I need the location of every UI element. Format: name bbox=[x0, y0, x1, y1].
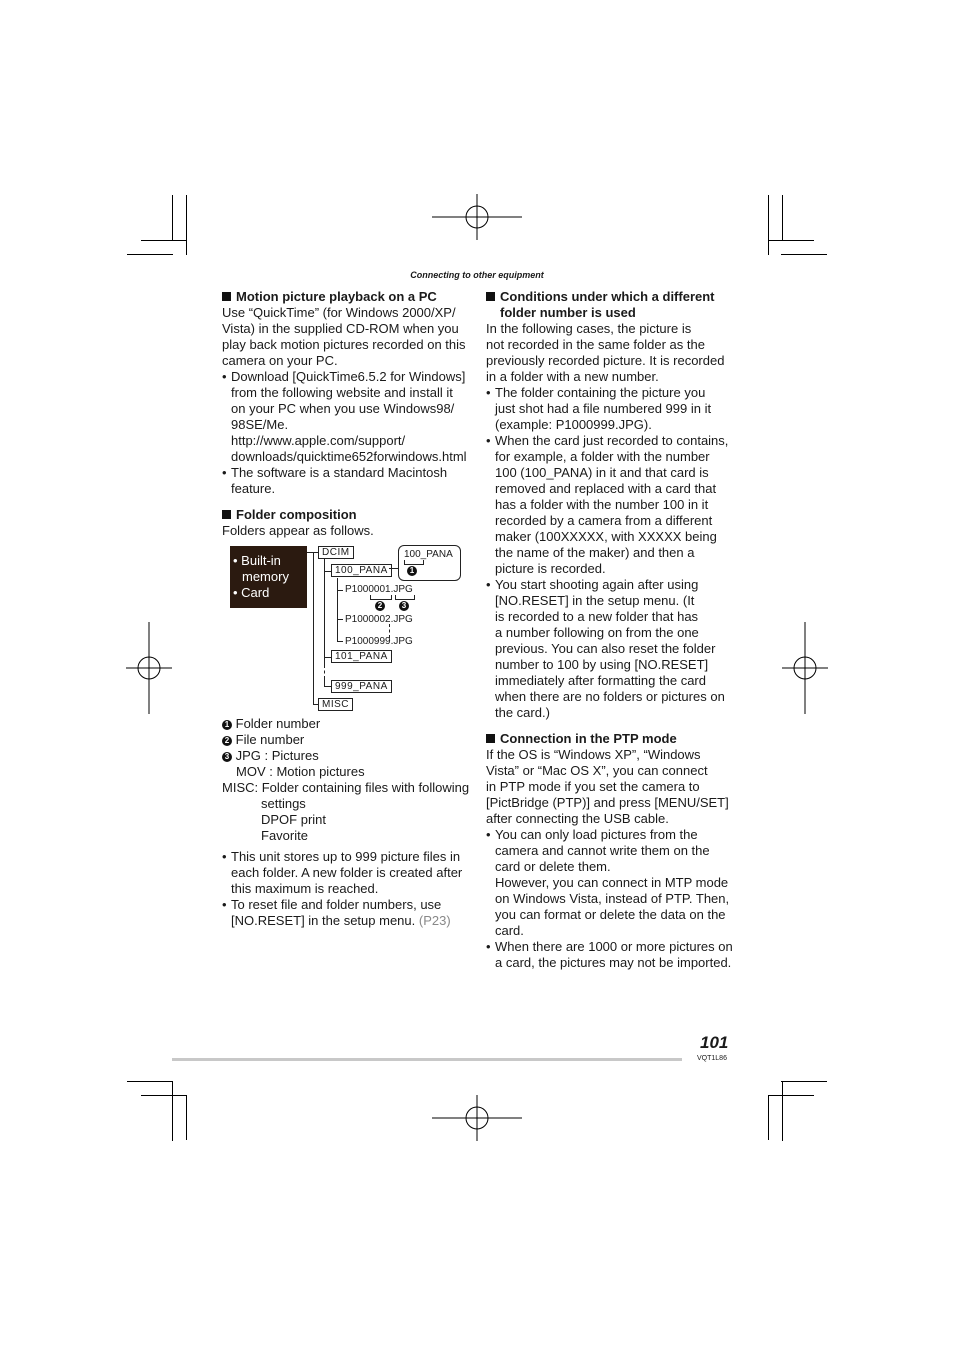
list-item bbox=[222, 465, 472, 497]
text-line: each folder. A new folder is created after bbox=[231, 865, 463, 880]
registration-mark-right bbox=[782, 622, 828, 714]
crop-mark bbox=[186, 195, 187, 255]
text-line: Favorite bbox=[261, 828, 308, 843]
conditions-section bbox=[486, 289, 736, 721]
crop-mark bbox=[768, 1095, 769, 1140]
list-item bbox=[486, 827, 736, 939]
crop-mark bbox=[172, 195, 173, 241]
tree-line bbox=[324, 571, 331, 572]
tree-line bbox=[324, 686, 331, 687]
folder-999-pana: 999_PANA bbox=[331, 680, 392, 693]
marker-3-icon: 3 bbox=[222, 752, 232, 762]
folder-composition-heading: Folder composition bbox=[222, 507, 472, 523]
text-line: camera on your PC. bbox=[222, 353, 338, 368]
text-line: this maximum is reached. bbox=[231, 881, 379, 896]
tree-line bbox=[337, 590, 343, 591]
text-line: 100 (100_PANA) in it and that card is bbox=[495, 465, 709, 480]
text-line: (example: P1000999.JPG). bbox=[495, 417, 652, 432]
media-label: Built-in bbox=[241, 553, 281, 568]
file-name: P1000999.JPG bbox=[345, 636, 413, 647]
text-line: the card.) bbox=[495, 705, 550, 720]
text-line: maker (100XXXXX, with XXXXX being bbox=[495, 529, 717, 544]
registration-mark-left bbox=[126, 622, 172, 714]
folder-101-pana: 101_PANA bbox=[331, 650, 392, 663]
folder-composition-section bbox=[222, 507, 472, 539]
text-line: settings bbox=[261, 796, 306, 811]
crop-mark bbox=[172, 1081, 173, 1141]
crop-mark bbox=[127, 1081, 173, 1082]
text-line: just shot had a file numbered 999 in it bbox=[495, 401, 712, 416]
page-reference-link[interactable]: (P23) bbox=[418, 913, 451, 928]
text-line: Vista” or “Mac OS X”, you can connect bbox=[486, 763, 708, 778]
tree-line bbox=[337, 641, 343, 642]
document-code: VQT1L86 bbox=[697, 1055, 727, 1062]
registration-mark-top bbox=[430, 194, 524, 240]
ptp-heading: Connection in the PTP mode bbox=[486, 731, 736, 747]
file-number-bracket bbox=[370, 595, 392, 600]
file-name: P1000001.JPG bbox=[345, 584, 413, 595]
bullet-icon: • bbox=[222, 849, 227, 864]
text-line: in a folder with a new number. bbox=[486, 369, 659, 384]
ptp-section bbox=[486, 731, 736, 971]
bullet-icon: • bbox=[222, 897, 227, 912]
crop-mark bbox=[781, 254, 827, 255]
crop-mark bbox=[768, 1095, 814, 1096]
footer-rule bbox=[172, 1058, 682, 1061]
folder-misc: MISC bbox=[318, 698, 353, 711]
square-bullet-icon bbox=[222, 292, 231, 301]
marker-2-icon: 2 bbox=[375, 601, 385, 611]
text-line: from the following website and install it bbox=[231, 385, 453, 400]
tree-line bbox=[324, 657, 331, 658]
text-line: The folder containing the picture you bbox=[495, 385, 706, 400]
text-line: You can only load pictures from the bbox=[495, 827, 698, 842]
url-line: http://www.apple.com/support/ bbox=[231, 433, 406, 448]
crop-mark bbox=[186, 1095, 187, 1140]
crop-mark bbox=[768, 195, 769, 255]
text-line: recorded by a camera from a different bbox=[495, 513, 713, 528]
marker-1-icon: 1 bbox=[407, 566, 417, 576]
folder-number-bracket bbox=[404, 560, 424, 565]
tree-line bbox=[313, 552, 314, 704]
text-line: picture is recorded. bbox=[495, 561, 606, 576]
crop-mark bbox=[781, 1081, 827, 1082]
tree-line bbox=[337, 619, 343, 620]
tree-line-dashed bbox=[324, 665, 325, 679]
tree-line bbox=[337, 578, 338, 642]
folder-dcim: DCIM bbox=[318, 546, 354, 559]
list-item bbox=[222, 849, 472, 897]
text-line: When there are 1000 or more pictures on bbox=[495, 939, 733, 954]
bullet-icon: • bbox=[222, 369, 227, 384]
text-line: You start shooting again after using bbox=[495, 577, 699, 592]
motion-playback-section bbox=[222, 289, 472, 497]
callout-label: 100_PANA bbox=[404, 549, 453, 560]
text-line: card. bbox=[495, 923, 524, 938]
bullet-icon: • bbox=[222, 465, 227, 480]
text-line: immediately after formatting the card bbox=[495, 673, 706, 688]
list-item bbox=[486, 433, 736, 577]
bullet-icon: • bbox=[486, 577, 491, 592]
conditions-heading: Conditions under which a different bbox=[486, 289, 736, 305]
list-item bbox=[222, 369, 472, 465]
text-line: camera and cannot write them on the bbox=[495, 843, 710, 858]
text-line: In the following cases, the picture is bbox=[486, 321, 692, 336]
bullet-icon: • bbox=[486, 939, 491, 954]
text-line: not recorded in the same folder as the bbox=[486, 337, 705, 352]
callout-box bbox=[398, 545, 461, 581]
marker-2-icon: 2 bbox=[222, 736, 232, 746]
text-line: in PTP mode if you set the camera to bbox=[486, 779, 700, 794]
page-number: 101 bbox=[700, 1033, 729, 1052]
text-line: card or delete them. bbox=[495, 859, 611, 874]
media-label: Card bbox=[241, 585, 270, 600]
text-line: feature. bbox=[231, 481, 276, 496]
text-line: When the card just recorded to contains, bbox=[495, 433, 729, 448]
text-line: 98SE/Me. bbox=[231, 417, 289, 432]
bullet-icon: • bbox=[486, 827, 491, 842]
media-box: • Built-in memory • Card bbox=[230, 546, 307, 608]
square-bullet-icon bbox=[486, 734, 495, 743]
folder-notes bbox=[222, 849, 472, 929]
text-line: MOV : Motion pictures bbox=[236, 764, 365, 779]
text-line: a card, the pictures may not be imported. bbox=[495, 955, 732, 970]
section-header: Connecting to other equipment bbox=[410, 270, 544, 280]
text-line: play back motion pictures recorded on this bbox=[222, 337, 466, 352]
callout-pointer bbox=[389, 568, 399, 569]
url-line: downloads/quicktime652forwindows.html bbox=[231, 449, 467, 464]
list-item: • To reset file and folder numbers, use [NO.RESET] in the setup menu. (P23) bbox=[222, 897, 472, 929]
text-line: for example, a folder with the number bbox=[495, 449, 710, 464]
text-line: If the OS is “Windows XP”, “Windows bbox=[486, 747, 701, 762]
text-line: Download [QuickTime6.5.2 for Windows] bbox=[231, 369, 466, 384]
list-item bbox=[486, 385, 736, 433]
text-line: has a folder with the number 100 in it bbox=[495, 497, 709, 512]
text-line: you can format or delete the data on the bbox=[495, 907, 726, 922]
crop-mark bbox=[782, 195, 783, 241]
text-line: is recorded to a new folder that has bbox=[495, 609, 699, 624]
text-line: Use “QuickTime” (for Windows 2000/XP/ bbox=[222, 305, 456, 320]
text-line: removed and replaced with a card that bbox=[495, 481, 717, 496]
folder-100-pana: 100_PANA bbox=[331, 564, 392, 577]
registration-mark-bottom bbox=[430, 1095, 524, 1141]
file-name: P1000002.JPG bbox=[345, 614, 413, 625]
crop-mark bbox=[141, 240, 187, 241]
text-line: [PictBridge (PTP)] and press [MENU/SET] bbox=[486, 795, 729, 810]
extension-bracket bbox=[395, 595, 415, 600]
crop-mark bbox=[768, 240, 814, 241]
text-line: DPOF print bbox=[261, 812, 327, 827]
text-line: the name of the maker) and then a bbox=[495, 545, 695, 560]
crop-mark bbox=[141, 1095, 187, 1096]
crop-mark bbox=[127, 254, 173, 255]
text-line: when there are no folders or pictures on bbox=[495, 689, 725, 704]
text-line: on your PC when you use Windows98/ bbox=[231, 401, 455, 416]
bullet-icon: • bbox=[486, 433, 491, 448]
text-line: a number following on from the one bbox=[495, 625, 699, 640]
text-line: [NO.RESET] in the setup menu. (It bbox=[495, 593, 695, 608]
square-bullet-icon bbox=[486, 292, 495, 301]
text-line: previous. You can also reset the folder bbox=[495, 641, 716, 656]
bullet-icon: • bbox=[486, 385, 491, 400]
list-item bbox=[486, 939, 736, 971]
crop-mark bbox=[782, 1081, 783, 1141]
text-line: previously recorded picture. It is recorded bbox=[486, 353, 725, 368]
text-line: number to 100 by using [NO.RESET] bbox=[495, 657, 709, 672]
text-line: MISC: Folder containing files with following bbox=[222, 780, 470, 795]
square-bullet-icon bbox=[222, 510, 231, 519]
text-line: on Windows Vista, instead of PTP. Then, bbox=[495, 891, 730, 906]
motion-playback-heading: Motion picture playback on a PC bbox=[222, 289, 472, 305]
marker-1-icon: 1 bbox=[222, 720, 232, 730]
list-item bbox=[486, 577, 736, 721]
conditions-heading-line2: folder number is used bbox=[500, 305, 636, 320]
text-line: To reset file and folder numbers, use bbox=[231, 897, 442, 912]
text-line: after connecting the USB cable. bbox=[486, 811, 669, 826]
folder-legend: 1 Folder number 2 File number 3 JPG : Pictures MOV : Motion pictures MISC: Folder containing files with following settings DPOF print Favorite bbox=[222, 716, 472, 844]
text-line: However, you can connect in MTP mode bbox=[495, 875, 729, 890]
text-line: The software is a standard Macintosh bbox=[231, 465, 448, 480]
marker-3-icon: 3 bbox=[399, 601, 409, 611]
text-line: Folders appear as follows. bbox=[222, 523, 374, 538]
text-line: Vista) in the supplied CD-ROM when you bbox=[222, 321, 459, 336]
media-label: memory bbox=[242, 569, 289, 584]
text-line: This unit stores up to 999 picture files in bbox=[231, 849, 461, 864]
